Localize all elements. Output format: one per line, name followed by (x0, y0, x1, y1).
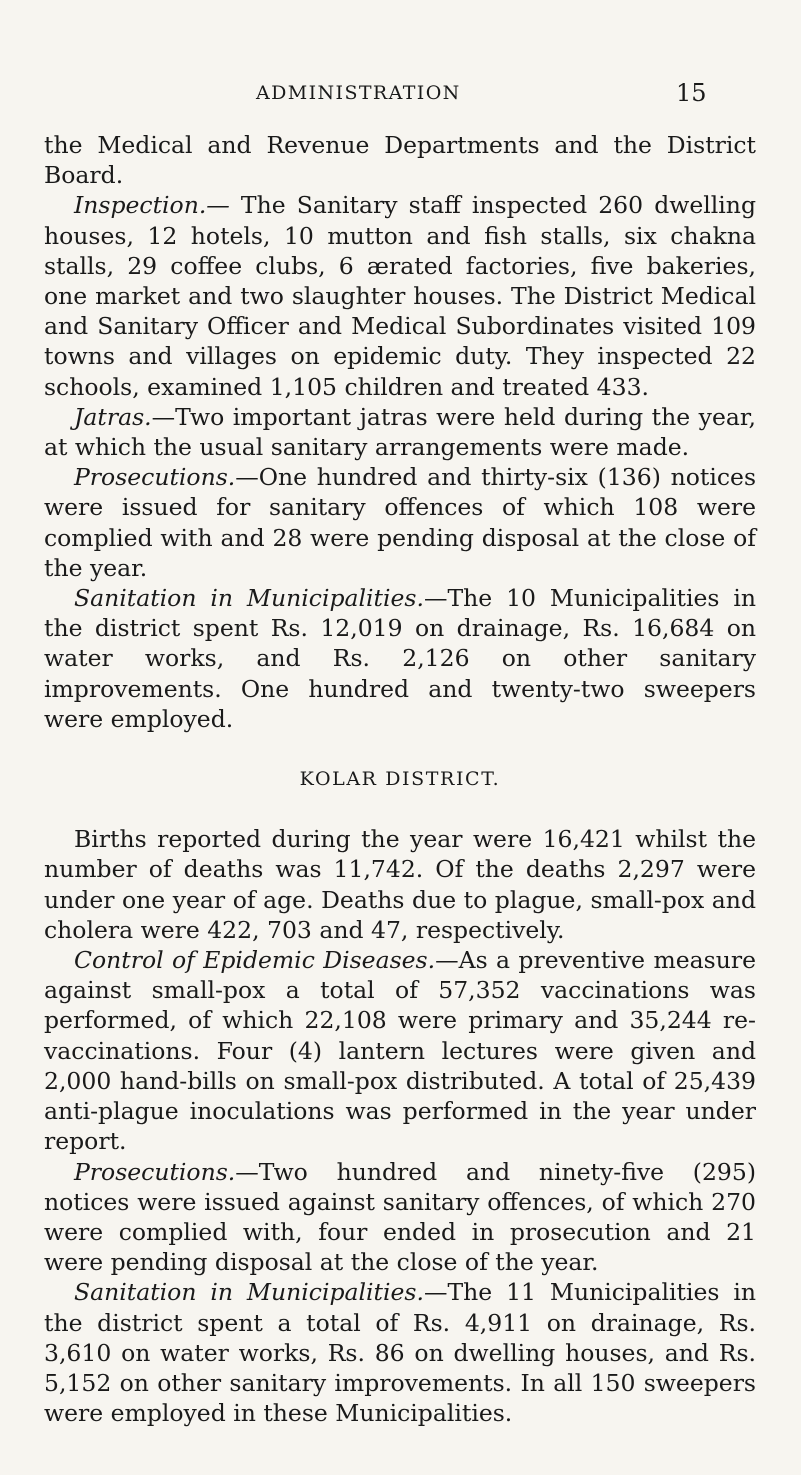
section-heading-prosecutions-kolar: Prosecutions. (74, 1157, 236, 1186)
section-heading-prosecutions: Prosecutions. (74, 463, 236, 492)
section-heading-sanitation-kolar: Sanitation in Municipalities. (74, 1278, 424, 1307)
running-head (0, 79, 801, 112)
paragraph-text: —The 10 Municipalities in the district spent Rs. 12,019 on drainage, Rs. 16,684 on water works, and Rs. 2,126 on other sanitary improvements. One hundred and twenty-two sweepers were employed. (44, 584, 757, 733)
page-number: 15 (676, 79, 707, 107)
section-heading-epidemic-control: Control of Epidemic Diseases. (74, 946, 436, 975)
paragraph-inspection (44, 190, 756, 401)
paragraph-text: —One hundred and thirty-six (136) notices were issued for sanitary offences of which 108 were complied with and 28 were pending disposal at the close of the year. (44, 463, 756, 582)
paragraph-jatras (44, 402, 756, 462)
paragraph-text: —Two hundred and ninety-five (295) notices were issued against sanitary offences, of which 270 were complied with, four ended in prosecution and 21 were pending disposal at the close of the year. (44, 1157, 756, 1277)
paragraph-text: —Two important jatras were held during the year, at which the usual sanitary arrangements were made. (44, 402, 756, 462)
paragraph-prosecutions-kolar (44, 1157, 756, 1278)
section-heading-inspection: Inspection.— (74, 191, 230, 220)
section-heading-jatras: Jatras. (74, 402, 152, 431)
paragraph-text: The Sanitary staff inspected 260 dwelling houses, 12 hotels, 10 mutton and fish stalls, six chakna stalls, 29 coffee clubs, 6 ærated factories, five bakeries, one market and two slaughter houses. The District Medical and Sanitary Officer and Medical Subordinates visited 109 towns and villages on epidemic duty. They inspected 22 schools, examined 1,105 children and treated 433. (44, 191, 756, 401)
running-head-title: ADMINISTRATION (256, 82, 461, 104)
paragraph-continuation: the Medical and Revenue Departments and the District Board. (44, 131, 756, 190)
section-heading-sanitation: Sanitation in Municipalities. (74, 584, 424, 613)
paragraph-prosecutions (44, 462, 756, 583)
paragraph-births: Births reported during the year were 16,421 whilst the number of deaths was 11,742. Of the deaths 2,297 were under one year of age. Deaths due to plague, small-pox and cholera were 422, 703 and 47, respectively. (44, 825, 756, 944)
paragraph-epidemic-control (44, 945, 756, 1156)
paragraph-text: —The 11 Municipalities in the district spent a total of Rs. 4,911 on drainage, Rs. 3,610 on water works, Rs. 86 on dwelling houses, and Rs. 5,152 on other sanitary improvements. In all 150 sweepers were employed in these Municipalities. (44, 1278, 757, 1428)
district-heading: KOLAR DISTRICT. (299, 768, 501, 791)
body-text (44, 130, 756, 1428)
paragraph-sanitation-kolar (44, 1277, 756, 1428)
paragraph-sanitation (44, 583, 756, 734)
paragraph-text: —As a preventive measure against small-pox a total of 57,352 vaccinations was performed, of which 22,108 were primary and 35,244 re-vaccinations. Four (4) lantern lectures were given and 2,000 hand-bills on small-pox distributed. A total of 25,439 anti-plague inoculations was performed in the year under report. (44, 946, 756, 1156)
